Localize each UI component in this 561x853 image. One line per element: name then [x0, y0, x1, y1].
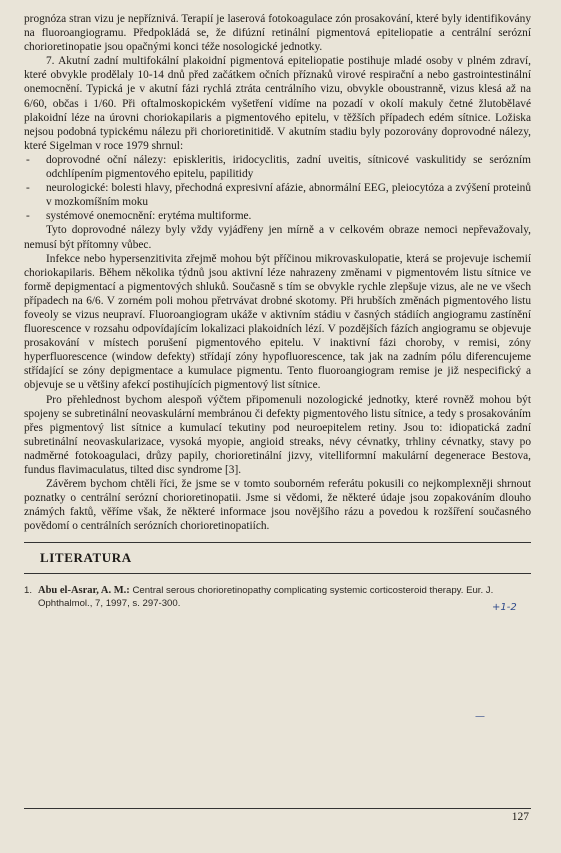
list-item [24, 181, 531, 209]
list-item [24, 209, 531, 223]
reference-number: 1. [24, 585, 33, 597]
paragraph-pathogenesis: Infekce nebo hypersenzitivita zřejmě mohou být příčinou mikrovaskulopatie, která se projevuje ischemií choriokapilaris. Během několika týdnů jsou aktivní léze nahrazeny změnami v pigmentovém listu sítnice ve formě depigmentací a pigmentových shluků. Současně s tím se obvykle rychle zlepšuje vizus, ale ne ve všech případech na 6/6. V zorném poli mohou přetrvávat drobné skotomy. Při hrubších změnách pigmentového listu foveoly se vizus neupraví. Fluoroangiogram ukáže v aktivním stádiu v časných stádiích angiogramu zastínění fluorescence v rozsahu odpovídajícím lokalizaci plakoidních lézí. V pozdějších fázích angiogramu se objevuje prosakování v místech porušení pigmentového epitelu. V inaktivní fázi choroby, v remisi, zóny hyperfluorescence (window defekty) střídají zóny hypofluorescence, tak jak na zadním pólu diferencujeme střídající se zóny depigmentace a kumulace pigmentu. Tento fluoroangiogram remise je již nespecifický a objevuje se u většiny afekcí postihujících pigmentový list sítnice. [24, 252, 531, 392]
paragraph-overview: Pro přehlednost bychom alespoň výčtem připomenuli nozologické jednotky, které rovněž mohou být spojeny se subretinální neovaskulární membránou či defekty pigmentového listu sítnice, a tedy s prosakováním přes pigmentový list sítnice a kumulací tekutiny pod neuroepitelem retiny. Jsou to: idiopatická zadní subretinální neovaskularizace, vysoká myopie, angioid streaks, névy cévnatky, trhliny cévnatky, stavy po nadměrné fotokoagulaci, drůzy papily, chorioretinální jizvy, vitelliformní makulární degenerace Bestova, fundus flavimaculatus, tilted disc syndrome [3]. [24, 393, 531, 476]
paragraph-prognosis: prognóza stran vizu je nepříznivá. Terapií je laserová fotokoagulace zón prosakování, které byly identifikovány na fluoroangiogramu. Předpokládá se, že difúzní retinální pigmentová epiteliopatie a centrální serózní chorioretinopatie jsou opačnými konci téže nosologické jednotky. [24, 13, 531, 54]
page-number: 127 [511, 811, 529, 823]
section-rule-top [24, 542, 531, 543]
list-item-text: neurologické: bolesti hlavy, přechodná expresivní afázie, abnormální EEG, pleiocytóza a zvýšení proteinů v mozkomíšním moku [46, 182, 531, 209]
section-rule-bottom [24, 573, 531, 574]
paragraph-ampppe: 7. Akutní zadní multifokální plakoidní pigmentová epiteliopatie postihuje mladé osoby v plném zdraví, které obvykle prodělaly 10-14 dnů před začátkem očních příznaků virové respirační a nebo gastrointestinální onemocnění. Typická je v akutní fázi rychlá ztráta centrálního vizu, obvykle oboustranně, vizus klesá až na 6/60, občas i 1/60. Při oftalmoskopickém vyšetření vidíme na pozadí v okolí makuly četné žlutobělavé plakoidní léze na úrovni choriokapilaris a pigmentového epitelu, v těžších případech edém sítnice. Ložiska nejsou podobná typickému nálezu při chorioretinitidě. V akutním stadiu byly pozorovány doprovodné nálezy, které Sigelman v roce 1979 shrnul: [24, 55, 531, 152]
paragraph-conclusion: Závěrem bychom chtěli říci, že jsme se v tomto souborném referátu pokusili co nejkomplexněji shrnout poznatky o centrální serózní chorioretinopatii. Jsme si vědomi, že některé údaje jsou zopakováním dlouho známých faktů, věříme však, že některé informace jsou novějšího rázu a povedou k rozšíření současného povědomí o centrálních serózních chorioretinopatiích. [24, 478, 531, 533]
list-item [24, 153, 531, 181]
list-dash: - [26, 210, 30, 223]
handwritten-pen-mark: — [475, 711, 485, 722]
list-dash: - [26, 153, 30, 166]
list-item-text: systémové onemocnění: erytéma multiforme. [46, 210, 252, 223]
findings-list [24, 153, 531, 223]
literature-heading: LITERATURA [40, 550, 132, 566]
list-dash: - [26, 182, 30, 195]
list-item-text: doprovodné oční nálezy: episkleritis, iridocyclitis, zadní uveitis, sítnicové vaskulitidy se serózním odchlípením pigmentového epitelu, papilitidy [46, 153, 531, 181]
paragraph-accompanying: Tyto doprovodné nálezy byly vždy vyjádřeny jen mírně a v celkovém obraze nemoci nepřevažovaly, nemusí být přítomny vůbec. [24, 224, 531, 251]
footer-rule [24, 808, 531, 809]
handwritten-margin-note: +1-2 [492, 602, 517, 613]
reference-author: Abu el-Asrar, A. M.: [38, 585, 130, 597]
reference-list [24, 584, 531, 610]
reference-text: Central serous chorioretinopathy complicating systemic corticosteroid therapy. Eur. J. Ophthalmol., 7, 1997, s. 297-300. [38, 585, 494, 610]
article-body [24, 12, 531, 533]
reference-item [24, 584, 531, 610]
